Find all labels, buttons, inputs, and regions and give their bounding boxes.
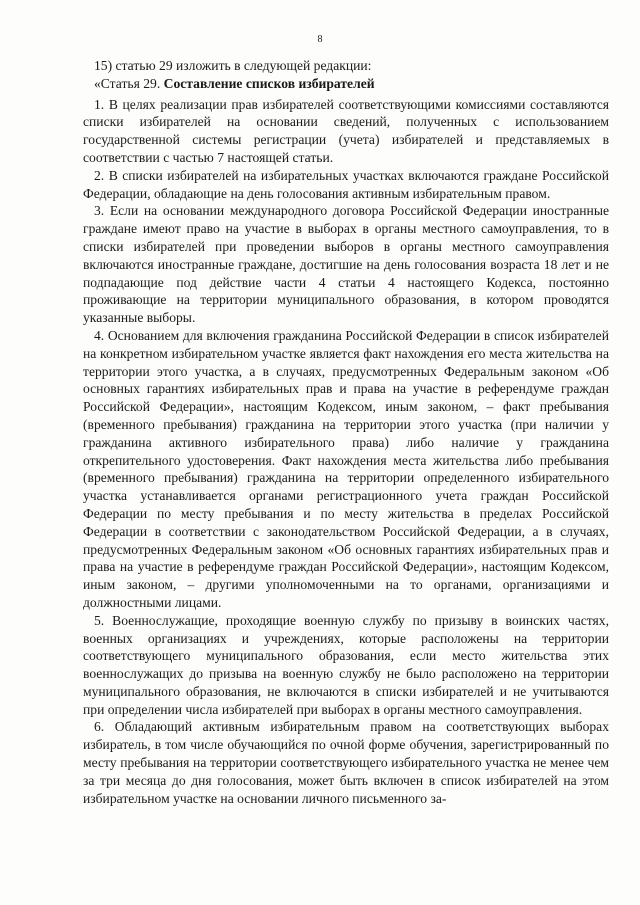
paragraph-5: 5. Военнослужащие, проходящие военную службу по призыву в воинских частях, военных организациях и учреждениях, которые расположены на территории соответствующего муниципального образования, если место жительства этих военнослужащих до призыва на военную службу не было расположено на территории муниципального образования, не включаются в списки избирателей и не учитываются при определении числа избирателей при выборах в органы местного самоуправления. xyxy=(83,612,609,717)
paragraph-1: 1. В целях реализации прав избирателей соответствующими комиссиями составляются списки избирателей на основании сведений, полученных с использованием государственной системы регистрации (учета) избирателей и представляемых в соответствии с частью 7 настоящей статьи. xyxy=(83,96,609,165)
paragraph-2: 2. В списки избирателей на избирательных участках включаются граждане Российской Федерации, обладающие на день голосования активным избирательным правом. xyxy=(83,167,609,201)
article-heading xyxy=(83,75,609,93)
document-body xyxy=(83,57,609,807)
amendment-intro: 15) статью 29 изложить в следующей редакции: xyxy=(94,58,372,73)
paragraph-4: 4. Основанием для включения гражданина Российской Федерации в список избирателей на конкретном избирательном участке является факт нахождения его места жительства на территории этого участка, а в случаях, предусмотренных Федеральным законом «Об основных гарантиях избирательных прав и права на участие в референдуме граждан Российской Федерации», настоящим Кодексом, иным законом, – факт пребывания (временного пребывания) гражданина на территории этого участка (при наличии у гражданина активного избирательного права) либо наличие у гражданина открепительного удостоверения. Факт нахождения места жительства либо пребывания (временного пребывания) гражданина на территории определенного избирательного участка устанавливается органами регистрационного учета граждан Российской Федерации по месту пребывания и по месту жительства в пределах Российской Федерации в соответствии с законодательством Российской Федерации, а в случаях, предусмотренных Федеральным законом «Об основных гарантиях избирательных прав и права на участие в референдуме граждан Российской Федерации», настоящим Кодексом, иным законом, – другими уполномоченными на то органами, организациями и должностными лицами. xyxy=(83,327,609,610)
paragraph-3: 3. Если на основании международного договора Российской Федерации иностранные граждане имеют право на участие в выборах в органы местного самоуправления, то в списки избирателей при проведении выборов в органы местного самоуправления включаются иностранные граждане, достигшие на день голосования возраста 18 лет и не подпадающие под действие части 4 статьи 4 настоящего Кодекса, постоянно проживающие на территории муниципального образования, в котором проводятся указанные выборы. xyxy=(83,203,609,326)
page-number: 8 xyxy=(317,34,323,45)
article-heading-prefix: «Статья 29. xyxy=(94,75,164,91)
article-heading-title: Составление списков избирателей xyxy=(163,75,375,91)
paragraph-6: 6. Обладающий активным избирательным правом на соответствующих выборах избиратель, в том числе обучающийся по очной форме обучения, зарегистрированный по месту пребывания на территории соответствующего избирательного участка не менее чем за три месяца до дня голосования, может быть включен в список избирателей на этом избирательном участке на основании личного письменного за- xyxy=(83,719,609,806)
